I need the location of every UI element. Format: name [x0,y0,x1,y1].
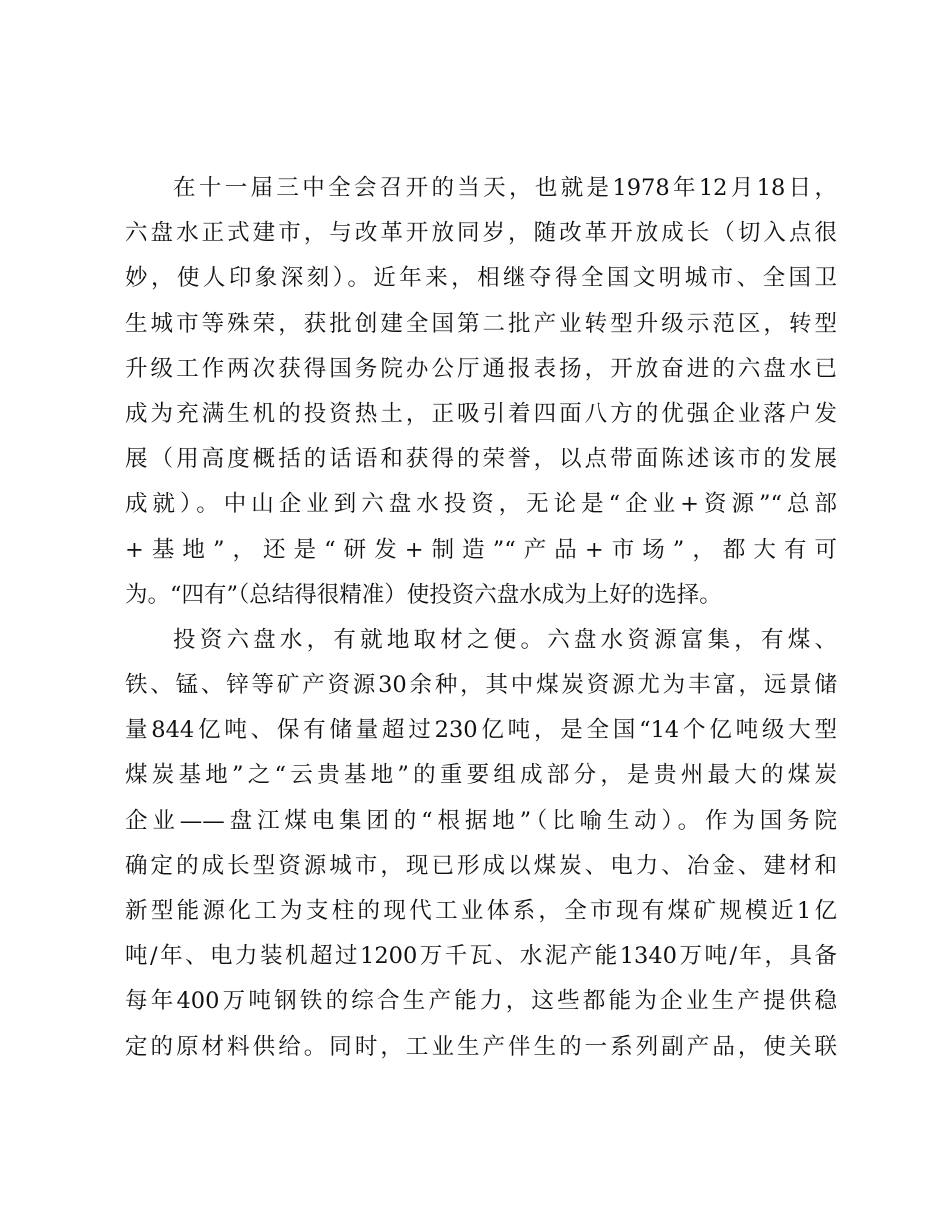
paragraph-2 [125,618,837,1070]
paragraph-1-line-6: 成为充满生机的投资热土，正吸引着四面八方的优强企业落户发 [125,400,837,427]
paragraph-1-line-7: 展（用高度概括的话语和获得的荣誉，以点带面陈述该市的发展 [125,446,837,473]
paragraph-1-line-2: 六盘水正式建市，与改革开放同岁，随改革开放成长（切入点很 [125,220,837,247]
paragraph-1-line-4: 生城市等殊荣，获批创建全国第二批产业转型升级示范区，转型 [125,310,837,337]
paragraph-2-line-3: 量844亿吨、保有储量超过230亿吨，是全国“14个亿吨级大型 [125,717,837,744]
paragraph-2-line-1: 投资六盘水，有就地取材之便。六盘水资源富集，有煤、 [173,626,837,653]
paragraph-1-line-5: 升级工作两次获得国务院办公厅通报表扬，开放奋进的六盘水已 [125,355,837,382]
paragraph-1-line-1: 在十一届三中全会召开的当天，也就是1978年12月18日， [173,175,837,201]
paragraph-2-line-5: 企业——盘江煤电集团的“根据地”（比喻生动）。作为国务院 [125,807,837,834]
paragraph-2-line-8: 吨/年、电力装机超过1200万千瓦、水泥产能1340万吨/年，具备 [125,943,837,970]
paragraph-1-line-8: 成就）。中山企业到六盘水投资，无论是“企业+资源”“总部 [125,491,837,518]
paragraph-2-line-2: 铁、锰、锌等矿产资源30余种，其中煤炭资源尤为丰富，远景储 [125,672,837,699]
paragraph-1-line-3: 妙，使人印象深刻）。近年来，相继夺得全国文明城市、全国卫 [125,265,837,292]
paragraph-2-line-9: 每年400万吨钢铁的综合生产能力，这些都能为企业生产提供稳 [125,988,837,1015]
paragraph-1-line-10: 为。“四有”（总结得很精准）使投资六盘水成为上好的选择。 [125,581,722,608]
paragraph-1 [125,166,837,618]
paragraph-2-line-7: 新型能源化工为支柱的现代工业体系，全市现有煤矿规模近1亿 [125,898,837,924]
paragraph-2-line-10: 定的原材料供给。同时，工业生产伴生的一系列副产品，使关联 [125,1033,837,1060]
paragraph-1-line-9: +基地”，还是“研发+制造”“产品+市场”，都大有可 [125,536,837,563]
paragraph-2-line-6: 确定的成长型资源城市，现已形成以煤炭、电力、冶金、建材和 [125,852,837,879]
paragraph-2-line-4: 煤炭基地”之“云贵基地”的重要组成部分，是贵州最大的煤炭 [125,762,837,789]
document-body [125,166,837,1070]
